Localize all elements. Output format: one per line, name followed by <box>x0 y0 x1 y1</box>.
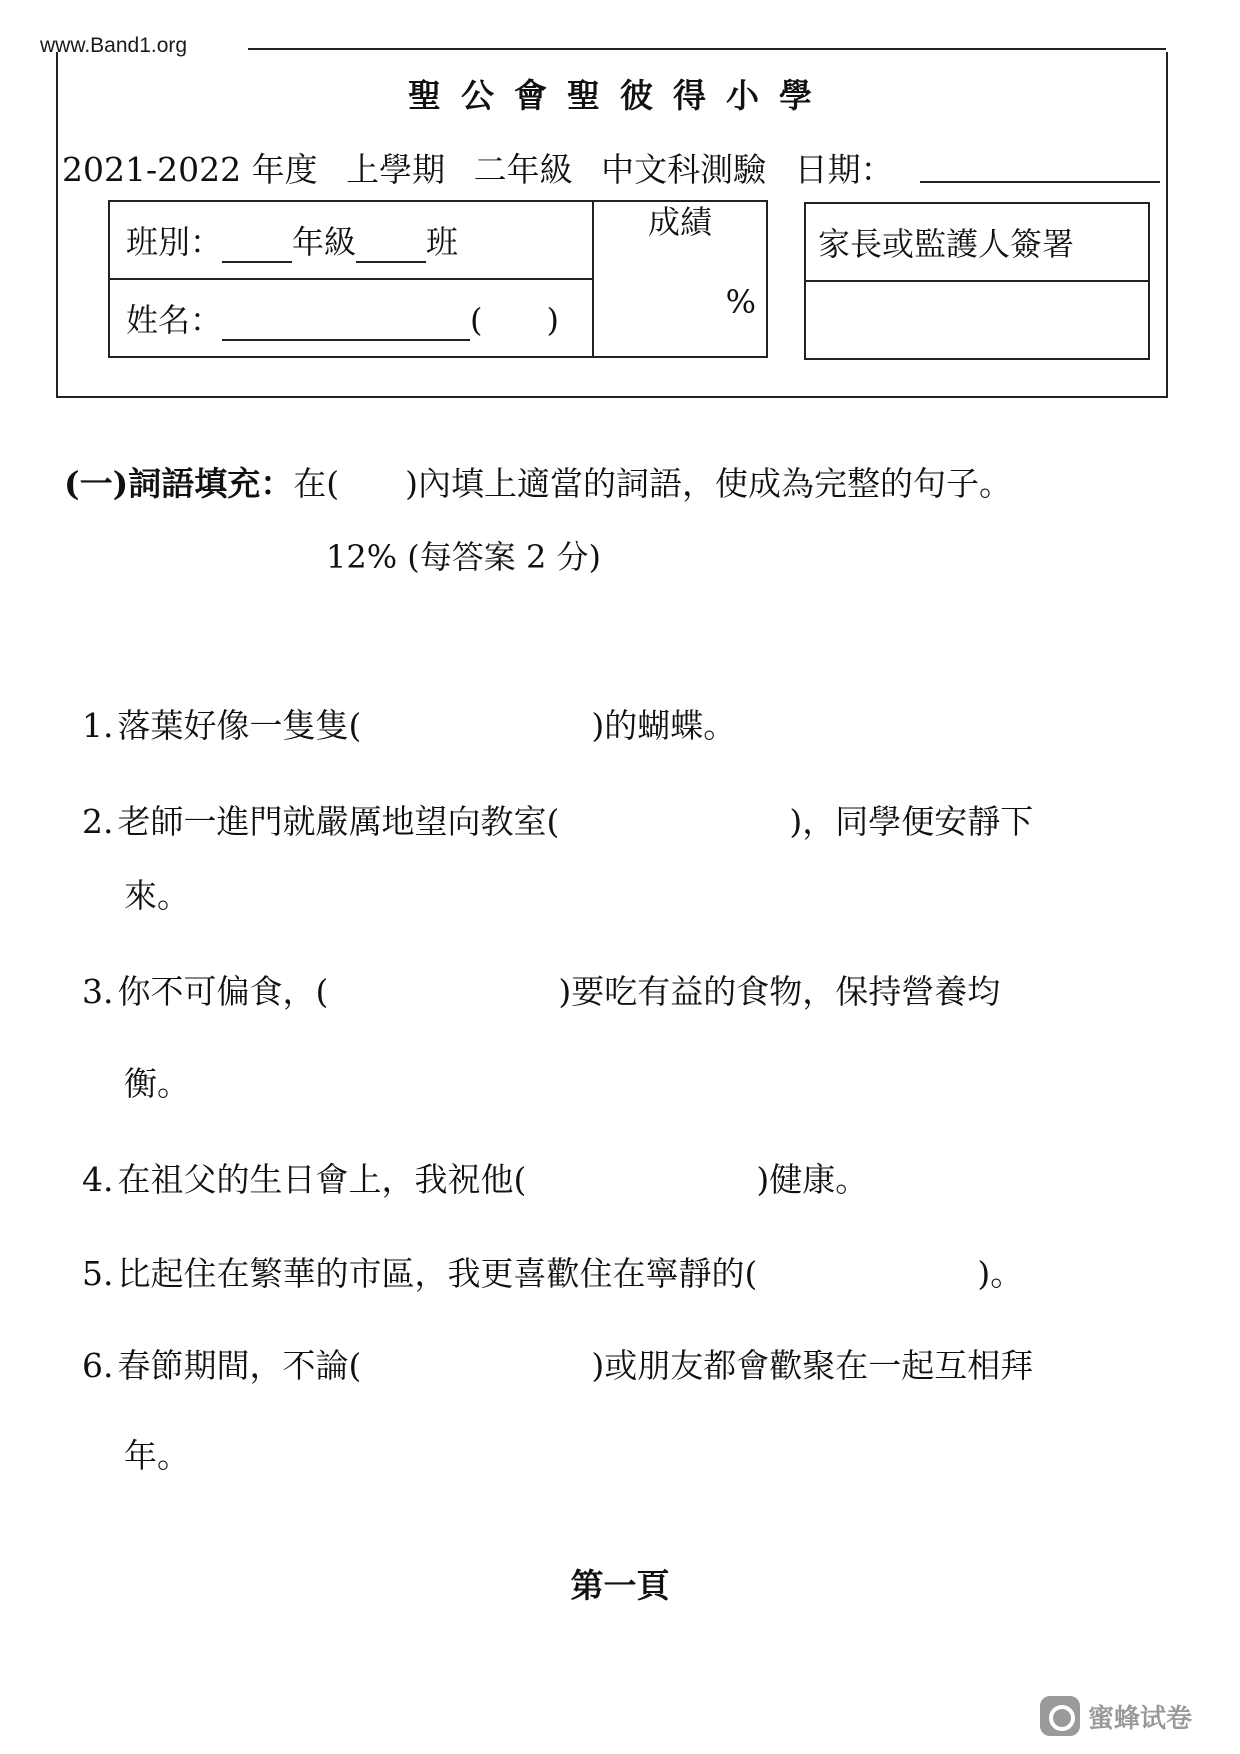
subject: 中文科測驗 <box>601 150 767 189</box>
term: 上學期 <box>346 150 446 189</box>
grade-suffix: 年級 <box>292 223 357 261</box>
question-5 <box>82 1248 1023 1295</box>
score-label: 成績 <box>647 203 712 241</box>
question-number: 5. <box>82 1254 114 1293</box>
question-number: 6. <box>82 1346 114 1385</box>
question-text-after: )健康。 <box>756 1160 869 1199</box>
signature-field[interactable] <box>805 281 1149 359</box>
question-text-after: )，同學便安靜下 <box>789 802 1034 841</box>
top-rule <box>248 48 1166 50</box>
question-number: 1. <box>82 706 114 745</box>
watermark-logo-icon <box>1040 1696 1080 1736</box>
watermark-text: 蜜蜂试卷 <box>1088 1702 1193 1733</box>
page-number: 第一頁 <box>570 1566 670 1605</box>
class-label: 班別： <box>126 223 223 261</box>
question-number: 4. <box>82 1160 114 1199</box>
name-label: 姓名： <box>126 301 223 339</box>
question-text-after: )或朋友都會歡聚在一起互相拜 <box>591 1346 1034 1385</box>
question-text-before: 你不可偏食，( <box>117 972 329 1011</box>
question-text-after: )。 <box>977 1254 1024 1293</box>
question-number: 2. <box>82 802 114 841</box>
grade-blank[interactable] <box>222 235 292 263</box>
question-number: 3. <box>82 972 114 1011</box>
question-2-continued: 來。 <box>124 876 190 915</box>
class-suffix: 班 <box>426 223 459 261</box>
name-blank[interactable] <box>222 313 470 341</box>
grade: 二年級 <box>473 150 573 189</box>
question-3 <box>82 966 1000 1013</box>
question-text-before: 春節期間，不論( <box>117 1346 362 1385</box>
percent-sign: % <box>725 283 756 321</box>
question-text-before: 比起住在繁華的市區，我更喜歡住在寧靜的( <box>117 1254 758 1293</box>
exam-info-line <box>62 144 912 191</box>
watermark <box>1040 1696 1192 1736</box>
question-3-continued: 衡。 <box>124 1064 190 1103</box>
school-year: 2021-2022 年度 <box>62 150 318 189</box>
student-info-table <box>108 200 768 358</box>
question-text-before: 落葉好像一隻隻( <box>117 706 362 745</box>
score-note: 12% (每答案 2 分) <box>326 538 601 576</box>
question-text-after: )要吃有益的食物，保持營養均 <box>558 972 1001 1011</box>
signature-label: 家長或監護人簽署 <box>805 203 1149 281</box>
question-2 <box>82 796 1033 843</box>
score-cell[interactable] <box>593 201 767 357</box>
question-text-after: )的蝴蝶。 <box>591 706 737 745</box>
class-row <box>109 201 593 279</box>
question-text-before: 老師一進門就嚴厲地望向教室( <box>117 802 560 841</box>
date-label: 日期： <box>794 150 894 189</box>
signature-table <box>804 202 1150 360</box>
question-1 <box>82 700 736 747</box>
section-instruction: 在( )內填上適當的詞語，使成為完整的句子。 <box>293 464 1012 503</box>
question-6 <box>82 1340 1033 1387</box>
section-heading <box>64 458 1012 505</box>
student-number-paren[interactable]: ( ) <box>470 301 559 339</box>
name-row <box>109 279 593 357</box>
date-field[interactable] <box>920 181 1160 183</box>
section-title: (一)詞語填充： <box>64 464 294 503</box>
question-text-before: 在祖父的生日會上，我祝他( <box>117 1160 527 1199</box>
site-url: www.Band1.org <box>40 34 188 57</box>
question-4 <box>82 1154 868 1201</box>
question-6-continued: 年。 <box>124 1436 190 1475</box>
school-name: 聖公會聖彼得小學 <box>408 76 832 115</box>
class-blank[interactable] <box>356 235 426 263</box>
